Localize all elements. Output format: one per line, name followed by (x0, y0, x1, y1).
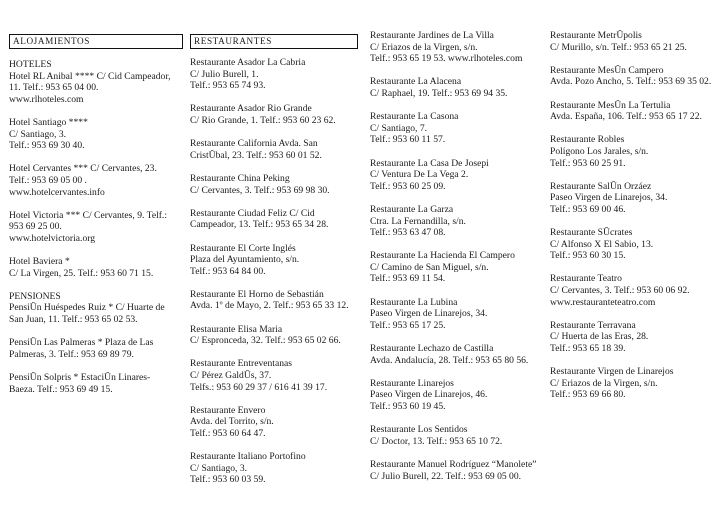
listing-line: Telfs.: 953 60 29 37 / 616 41 39 17. (190, 381, 328, 393)
listing-line: C/ Julio Burell, 22. Telf.: 953 69 05 00. (370, 470, 522, 482)
listing-line: www.hotelcervantes.info (9, 186, 105, 198)
listing-entry (550, 366, 726, 401)
listing-line: Telf.: 953 60 03 59. (190, 474, 266, 486)
listing-line: Telf.: 953 64 84 00. (190, 265, 266, 277)
listing-line: Telf.: 953 65 18 39. (550, 343, 626, 355)
listing-entry (370, 378, 546, 413)
listing-line: Restaurante China Peking (190, 172, 290, 184)
listing-line: Polígono Los Jarales, s/n. (550, 145, 649, 157)
listing-line: C/ Santiago, 3. (190, 462, 248, 474)
listing-entry (370, 158, 546, 193)
listing-line: Avda. del Torrito, s/n. (190, 416, 274, 428)
listing-line: C/ Pérez GaldÛs, 37. (190, 370, 272, 382)
listing-line: Restaurante SalÛn Orzáez (550, 180, 652, 192)
listing-entry (190, 138, 362, 161)
listing-line: www.rlhoteles.com (9, 93, 84, 105)
listing-entry (370, 424, 546, 447)
listing-line: Telf.: 953 69 30 40. (9, 140, 85, 152)
listing-entry (190, 208, 362, 231)
listing-line: C/ Camino de San Miguel, s/n. (370, 261, 489, 273)
listing-entry (370, 459, 546, 482)
listing-line: Restaurante Terravana (550, 319, 636, 331)
listing-line: C/ Ventura De La Vega 2. (370, 169, 469, 181)
listing-line: Paseo Virgen de Linarejos, 34. (370, 308, 488, 320)
listing-entry (550, 65, 726, 88)
listing-line: Paseo Virgen de Linarejos, 34. (550, 192, 668, 204)
listing-line: Restaurante La Lubina (370, 296, 458, 308)
listing-entry (9, 302, 185, 325)
listing-line: Telf.: 953 60 11 57. (370, 134, 446, 146)
listing-entry (550, 134, 726, 169)
listing-line: Restaurante Elisa Maria (190, 323, 283, 335)
listing-line: Telf.: 953 63 47 08. (370, 227, 446, 239)
listing-line: C/ Santiago, 3. (9, 128, 67, 140)
listing-entry (370, 76, 546, 99)
listing-line: Restaurante Los Sentidos (370, 424, 468, 436)
listing-line: Telf.: 953 65 19 53. www.rlhoteles.com (370, 53, 523, 65)
listing-line: Restaurante La Hacienda El Campero (370, 250, 515, 262)
listing-line: Hotel Baviera * (9, 256, 70, 268)
listing-line: Restaurante MetrÛpolis (550, 30, 642, 41)
listing-line: www.hotelvictoria.org (9, 232, 96, 244)
listing-line: Restaurante Entreventanas (190, 358, 293, 370)
listing-line: Restaurante Asador Rio Grande (190, 103, 312, 115)
listing-entry (550, 320, 726, 355)
listing-line: Telf.: 953 69 00 46. (550, 203, 626, 215)
listing-entry (190, 57, 362, 92)
listing-line: Restaurante La Casa De Josepi (370, 157, 489, 169)
listing-line: Restaurante Manuel Rodríguez “Manolete” (370, 458, 537, 470)
listing-entry (190, 324, 362, 347)
listing-line: Hotel Cervantes *** C/ Cervantes, 23. (9, 163, 157, 175)
listing-line: Avda. España, 106. Telf.: 953 65 17 22. (550, 111, 702, 123)
listing-entry (370, 111, 546, 146)
listing-line: Restaurante SÛcrates (550, 227, 633, 239)
listing-line: C/ Alfonso X El Sabio, 13. (550, 238, 654, 250)
listing-line: PensiÛn Huéspedes Ruiz * C/ Huarte de (9, 302, 165, 314)
listing-line: Avda. Pozo Ancho, 5. Telf.: 953 69 35 02. (550, 76, 712, 88)
listing-line: C/ Cervantes, 3. Telf.: 953 69 98 30. (190, 184, 330, 196)
listing-entry (190, 103, 362, 126)
listing-line: PensiÛn Solpris * EstaciÛn Linares- (9, 372, 151, 384)
listing-entry (550, 273, 726, 308)
listing-line: Telf.: 953 69 11 54. (370, 273, 446, 285)
listing-line: Restaurante Virgen de Linarejos (550, 366, 674, 378)
listing-line: Telf.: 953 60 25 09. (370, 180, 446, 192)
listing-line: Restaurante Ciudad Feliz C/ Cid (190, 207, 315, 219)
listing-line: C/ Doctor, 13. Telf.: 953 65 10 72. (370, 435, 503, 447)
listing-line: Avda. 1º de Mayo, 2. Telf.: 953 65 33 12. (190, 300, 349, 312)
listing-line: C/ Rio Grande, 1. Telf.: 953 60 23 62. (190, 114, 336, 126)
listing-line: Restaurante La Casona (370, 111, 459, 123)
listing-line: C/ Eriazos de la Virgen, s/n. (370, 41, 478, 53)
listing-entry (370, 30, 546, 65)
listing-line: San Juan, 11. Telf.: 953 65 02 53. (9, 314, 138, 326)
alojamientos-header: ALOJAMIENTOS (9, 34, 183, 49)
listing-line: C/ Raphael, 19. Telf.: 953 69 94 35. (370, 87, 508, 99)
listing-line: 953 69 25 00. (9, 221, 62, 233)
listing-line: Restaurante El Corte Inglés (190, 242, 296, 254)
listing-entry (550, 181, 726, 216)
listing-line: Campeador, 13. Telf.: 953 65 34 28. (190, 219, 329, 231)
listing-line: Telf.: 953 60 25 91. (550, 157, 626, 169)
listing-line: C/ Eriazos de la Virgen, s/n. (550, 377, 658, 389)
listing-entry (190, 405, 362, 440)
listing-line: Palmeras, 3. Telf.: 953 69 89 79. (9, 348, 134, 360)
listing-line: Telf.: 953 60 30 15. (550, 250, 626, 262)
alojamientos-column (9, 34, 185, 407)
listing-line: Restaurante La Alacena (370, 76, 462, 88)
listing-line: Restaurante La Garza (370, 203, 454, 215)
listing-line: www.restauranteteatro.com (550, 296, 656, 308)
listing-line: Restaurante El Horno de Sebastián (190, 288, 324, 300)
listing-line: Restaurante Robles (550, 134, 625, 146)
listing-line: 11. Telf.: 953 65 04 00. (9, 82, 99, 94)
listing-line: Avda. Andalucía, 28. Telf.: 953 65 80 56. (370, 354, 529, 366)
listing-line: Paseo Virgen de Linarejos, 46. (370, 389, 488, 401)
listing-entry (370, 250, 546, 285)
listing-line: C/ Julio Burell, 1. (190, 68, 259, 80)
listing-line: Restaurante MesÛn La Tertulia (550, 99, 671, 111)
listing-entry (9, 71, 185, 106)
listing-entry (370, 204, 546, 239)
listing-entry (9, 256, 185, 279)
pensiones-title: PENSIONES (9, 290, 61, 302)
listing-entry (550, 100, 726, 123)
listing-entry (190, 243, 362, 278)
listing-entry (9, 163, 185, 198)
restaurantes-column-3 (550, 30, 726, 413)
listing-line: PensiÛn Las Palmeras * Plaza de Las (9, 337, 154, 349)
listing-line: Restaurante Linarejos (370, 377, 454, 389)
listing-line: Restaurante Envero (190, 404, 266, 416)
listing-entry (190, 451, 362, 486)
listing-line: Hotel Victoria *** C/ Cervantes, 9. Telf.: (9, 209, 167, 221)
listing-line: Plaza del Ayuntamiento, s/n. (190, 254, 300, 266)
restaurantes-list-3 (550, 30, 726, 401)
listing-line: C/ Murillo, s/n. Telf.: 953 65 21 25. (550, 41, 687, 53)
listing-entry (9, 372, 185, 395)
listing-entry (190, 358, 362, 393)
restaurantes-list-2 (370, 30, 546, 482)
listing-entry (190, 289, 362, 312)
listing-entry (9, 117, 185, 152)
restaurantes-header: RESTAURANTES (190, 34, 358, 49)
restaurantes-column-2 (370, 30, 546, 494)
listing-line: C/ Huerta de las Eras, 28. (550, 331, 649, 343)
listing-entry (190, 173, 362, 196)
listing-line: Telf.: 953 69 05 00 . (9, 174, 87, 186)
listing-entry (9, 337, 185, 360)
listing-entry (550, 30, 726, 53)
listing-line: CristÛbal, 23. Telf.: 953 60 01 52. (190, 149, 322, 161)
listing-line: Restaurante California Avda. San (190, 138, 318, 150)
listing-line: Restaurante Lechazo de Castilla (370, 343, 494, 355)
listing-line: Telf.: 953 65 74 93. (190, 80, 266, 92)
restaurantes-list-1 (190, 57, 362, 486)
hoteles-title: HOTELES (9, 59, 52, 70)
restaurantes-column-1 (190, 34, 362, 498)
listing-line: Restaurante MesÛn Campero (550, 64, 664, 76)
listing-line: Telf.: 953 65 17 25. (370, 319, 446, 331)
listing-line: Telf.: 953 60 19 45. (370, 401, 446, 412)
listing-line: Telf.: 953 69 66 80. (550, 389, 626, 401)
listing-entry (9, 210, 185, 245)
listing-line: C/ Santiago, 7. (370, 122, 428, 134)
listing-line: C/ La Virgen, 25. Telf.: 953 60 71 15. (9, 267, 154, 279)
listing-line: C/ Espronceda, 32. Telf.: 953 65 02 66. (190, 335, 341, 347)
listing-line: Hotel RL Anibal **** C/ Cid Campeador, (9, 70, 171, 82)
listing-line: Restaurante Italiano Portofino (190, 451, 306, 463)
listing-entry (370, 297, 546, 332)
listing-line: Restaurante Asador La Cabria (190, 57, 306, 68)
listing-entry (550, 227, 726, 262)
pensiones-list (9, 302, 185, 395)
listing-entry (370, 343, 546, 366)
listing-line: Restaurante Jardines de La Villa (370, 30, 494, 41)
listing-line: Ctra. La Fernandilla, s/n. (370, 215, 466, 227)
listing-line: Telf.: 953 60 64 47. (190, 428, 266, 439)
listing-line: Restaurante Teatro (550, 273, 622, 285)
hoteles-list (9, 71, 185, 280)
listing-line: Baeza. Telf.: 953 69 49 15. (9, 383, 113, 395)
listing-line: Hotel Santiago **** (9, 116, 88, 128)
listing-line: C/ Cervantes, 3. Telf.: 953 60 06 92. (550, 285, 690, 297)
